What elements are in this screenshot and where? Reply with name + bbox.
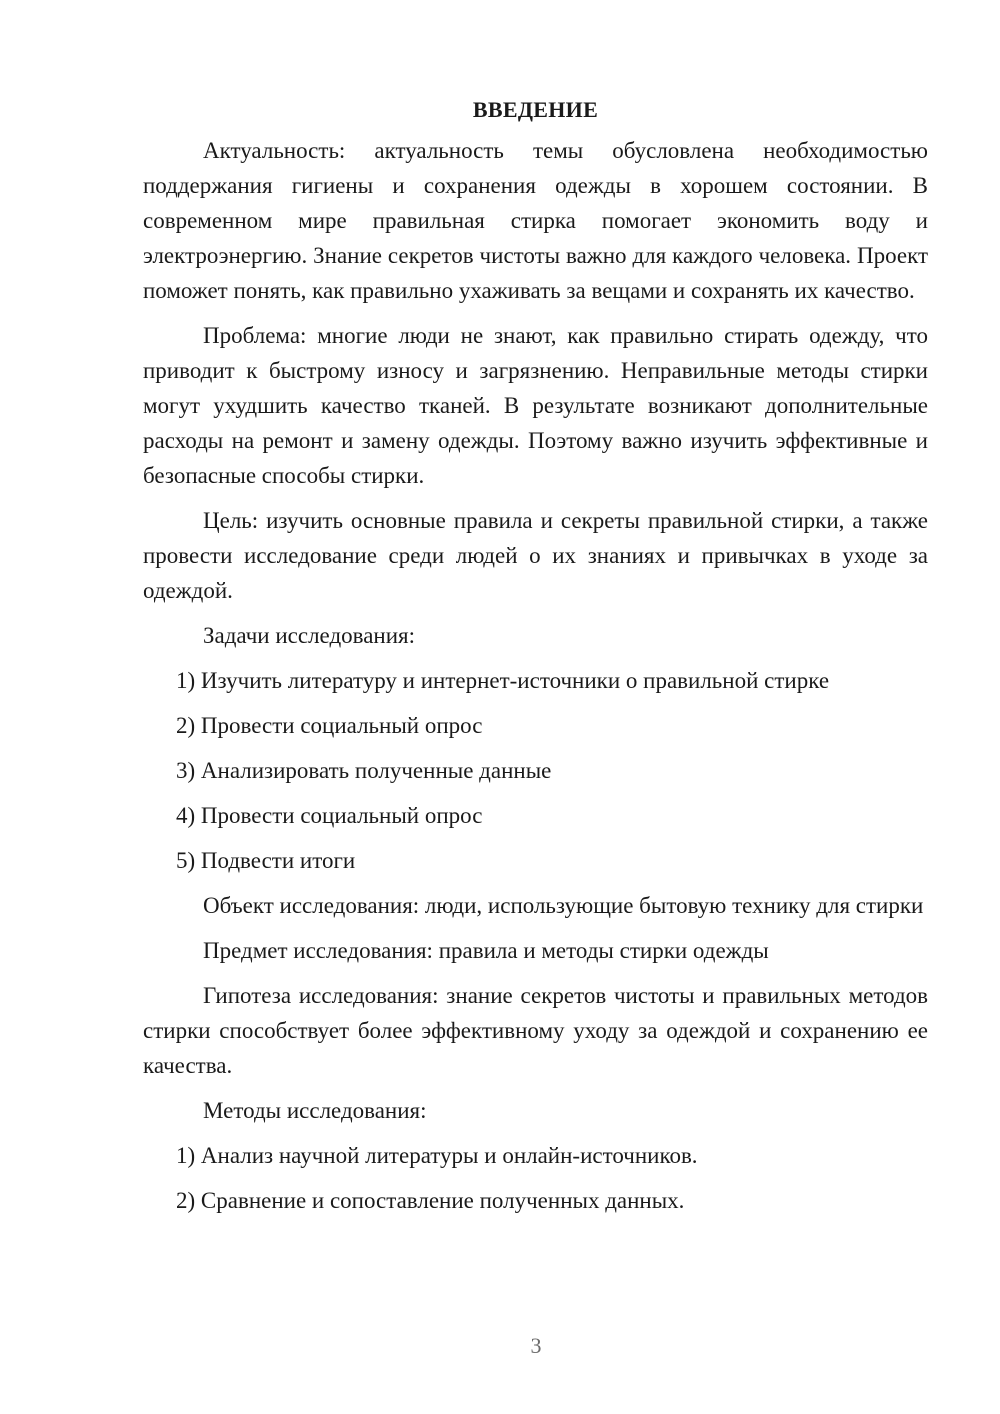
tasks-heading: Задачи исследования: (203, 623, 416, 648)
section-title: ВВЕДЕНИЕ (472, 97, 599, 122)
method-item: 1) Анализ научной литературы и онлайн-источников. (176, 1143, 698, 1168)
task-item: 3) Анализировать полученные данные (176, 758, 552, 783)
problem-paragraph: Проблема: многие люди не знают, как правильно стирать одежду, что приводит к быстрому износу и загрязнению. Неправильные методы стирки могут ухудшить качество тканей. В результате возникают дополнительные расходы на ремонт и замену одежды. Поэтому важно изучить эффективные и безопасные способы стирки. (143, 323, 928, 488)
hypothesis-paragraph: Гипотеза исследования: знание секретов чистоты и правильных методов стирки способствует более эффективному уходу за одеждой и сохранению ее качества. (143, 983, 928, 1078)
task-item: 5) Подвести итоги (176, 848, 356, 873)
page-number: 3 (530, 1333, 542, 1358)
subject-paragraph: Предмет исследования: правила и методы стирки одежды (203, 938, 769, 963)
task-item: 2) Провести социальный опрос (176, 713, 483, 738)
method-item: 2) Сравнение и сопоставление полученных данных. (176, 1188, 685, 1213)
methods-list (143, 1138, 928, 1218)
task-item: 4) Провести социальный опрос (176, 803, 483, 828)
goal-paragraph: Цель: изучить основные правила и секреты правильной стирки, а также провести исследование среди людей о их знаниях и привычках в уходе за одеждой. (143, 508, 928, 603)
relevance-paragraph: Актуальность: актуальность темы обусловлена необходимостью поддержания гигиены и сохранения одежды в хорошем состоянии. В современном мире правильная стирка помогает экономить воду и электроэнергию. Знание секретов чистоты важно для каждого человека. Проект поможет понять, как правильно ухаживать за вещами и сохранять их качество. (143, 138, 928, 303)
methods-heading: Методы исследования: (203, 1098, 427, 1123)
page-content (143, 93, 928, 1228)
tasks-list (143, 663, 928, 878)
task-item: 1) Изучить литературу и интернет-источники о правильной стирке (176, 668, 830, 693)
object-paragraph: Объект исследования: люди, использующие бытовую технику для стирки (203, 893, 924, 918)
